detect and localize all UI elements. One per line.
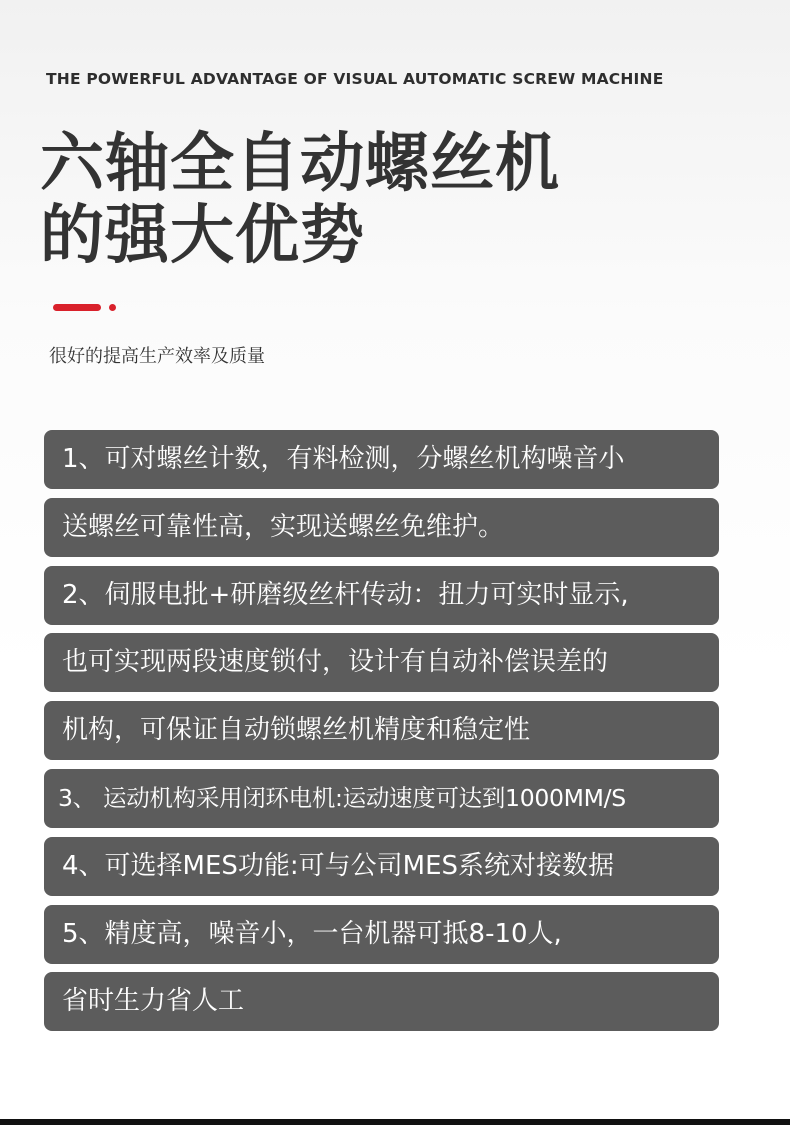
feature-item-6: 3、 运动机构采用闭环电机:运动速度可达到1000MM/S	[44, 769, 719, 828]
eyebrow-caption: THE POWERFUL ADVANTAGE OF VISUAL AUTOMATIC SCREW MACHINE	[46, 70, 664, 88]
subtitle: 很好的提高生产效率及质量	[49, 346, 265, 367]
accent-dot	[109, 304, 116, 311]
feature-item-1: 1、可对螺丝计数，有料检测，分螺丝机构噪音小	[44, 430, 719, 489]
page-title	[40, 128, 560, 272]
feature-item-8: 5、精度高，噪音小，一台机器可抵8-10人,	[44, 905, 719, 964]
feature-list	[44, 430, 719, 1040]
headline-line-2: 的强大优势	[40, 199, 365, 273]
feature-item-2: 送螺丝可靠性高，实现送螺丝免维护。	[44, 498, 719, 557]
feature-item-5: 机构，可保证自动锁螺丝机精度和稳定性	[44, 701, 719, 760]
feature-item-4: 也可实现两段速度锁付，设计有自动补偿误差的	[44, 633, 719, 692]
accent-bar	[53, 304, 101, 311]
feature-item-3: 2、伺服电批+研磨级丝杆传动：扭力可实时显示,	[44, 566, 719, 625]
bottom-border	[0, 1119, 790, 1125]
feature-item-7: 4、可选择MES功能:可与公司MES系统对接数据	[44, 837, 719, 896]
headline-line-1: 六轴全自动螺丝机	[40, 127, 560, 201]
feature-item-9: 省时生力省人工	[44, 972, 719, 1031]
